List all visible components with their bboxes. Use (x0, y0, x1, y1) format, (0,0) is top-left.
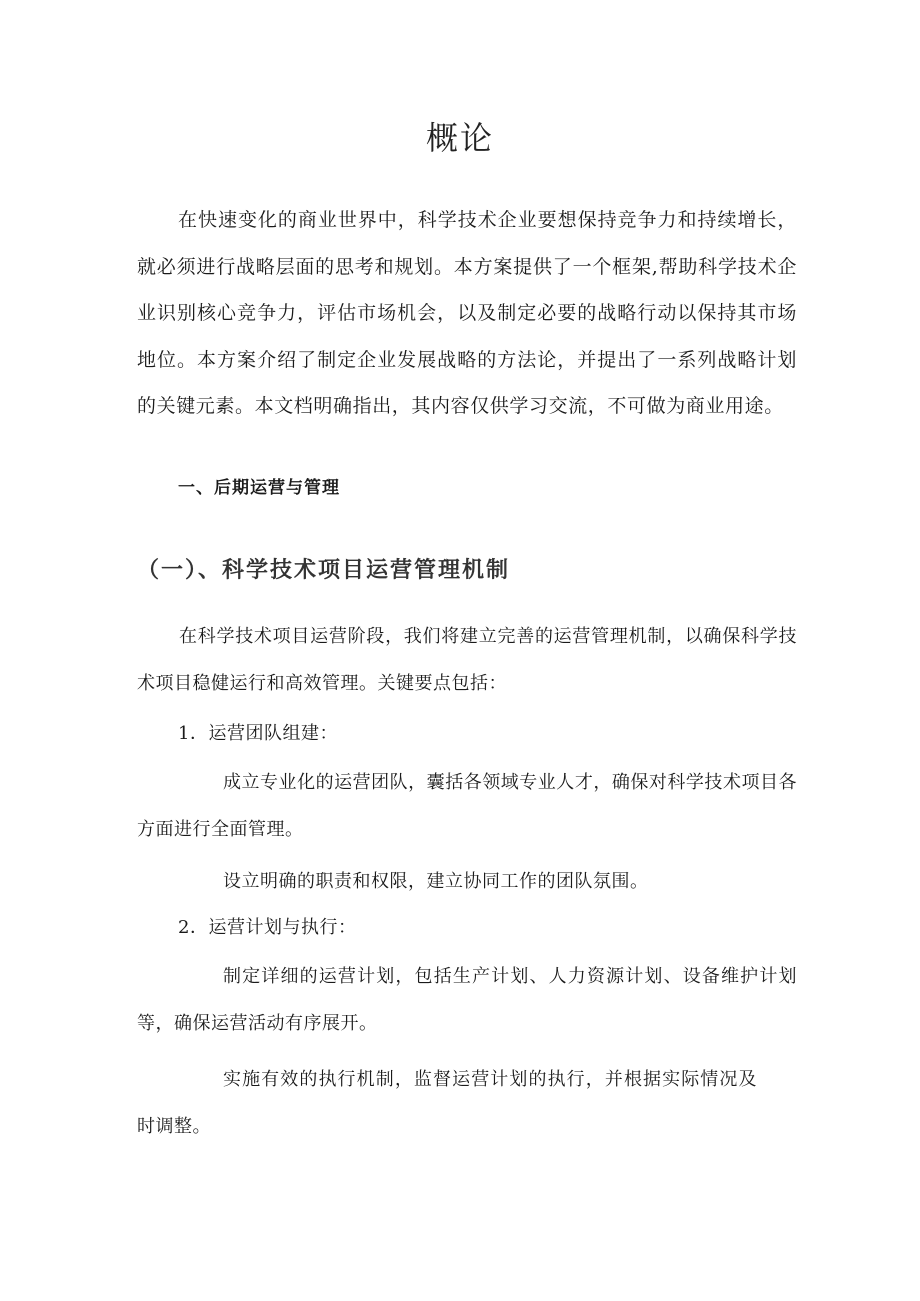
section-heading: 一、后期运营与管理 (178, 478, 340, 498)
subsection-intro-paragraph: 在科学技术项目运营阶段，我们将建立完善的运营管理机制，以确保科学技术项目稳健运行和高效管理。关键要点包括： (137, 626, 797, 694)
list-item-point: 设立明确的职责和权限，建立协同工作的团队氛围。 (223, 871, 649, 892)
subsection-heading: （一）、科学技术项目运营管理机制 (137, 558, 511, 583)
page-title: 概论 (425, 119, 494, 157)
list-item-heading: 1．运营团队组建： (178, 723, 338, 744)
intro-paragraph: 在快速变化的商业世界中，科学技术企业要想保持竞争力和持续增长，就必须进行战略层面的思考和规划。本方案提供了一个框架,帮助科学技术企业识别核心竞争力，评估市场机会，以及制定必要的战略行动以保持其市场地位。本方案介绍了制定企业发展战略的方法论，并提出了一系列战略计划的关键元素。本文档明确指出，其内容仅供学习交流，不可做为商业用途。 (137, 209, 797, 417)
list-item-point: 制定详细的运营计划，包括生产计划、人力资源计划、设备维护计划等，确保运营活动有序展开。 (137, 966, 797, 1034)
list-item-point: 成立专业化的运营团队，囊括各领域专业人才，确保对科学技术项目各方面进行全面管理。 (137, 772, 797, 840)
list-item-point: 实施有效的执行机制，监督运营计划的执行，并根据实际情况及时调整。 (137, 1069, 757, 1137)
list-item-heading: 2．运营计划与执行： (178, 917, 357, 938)
